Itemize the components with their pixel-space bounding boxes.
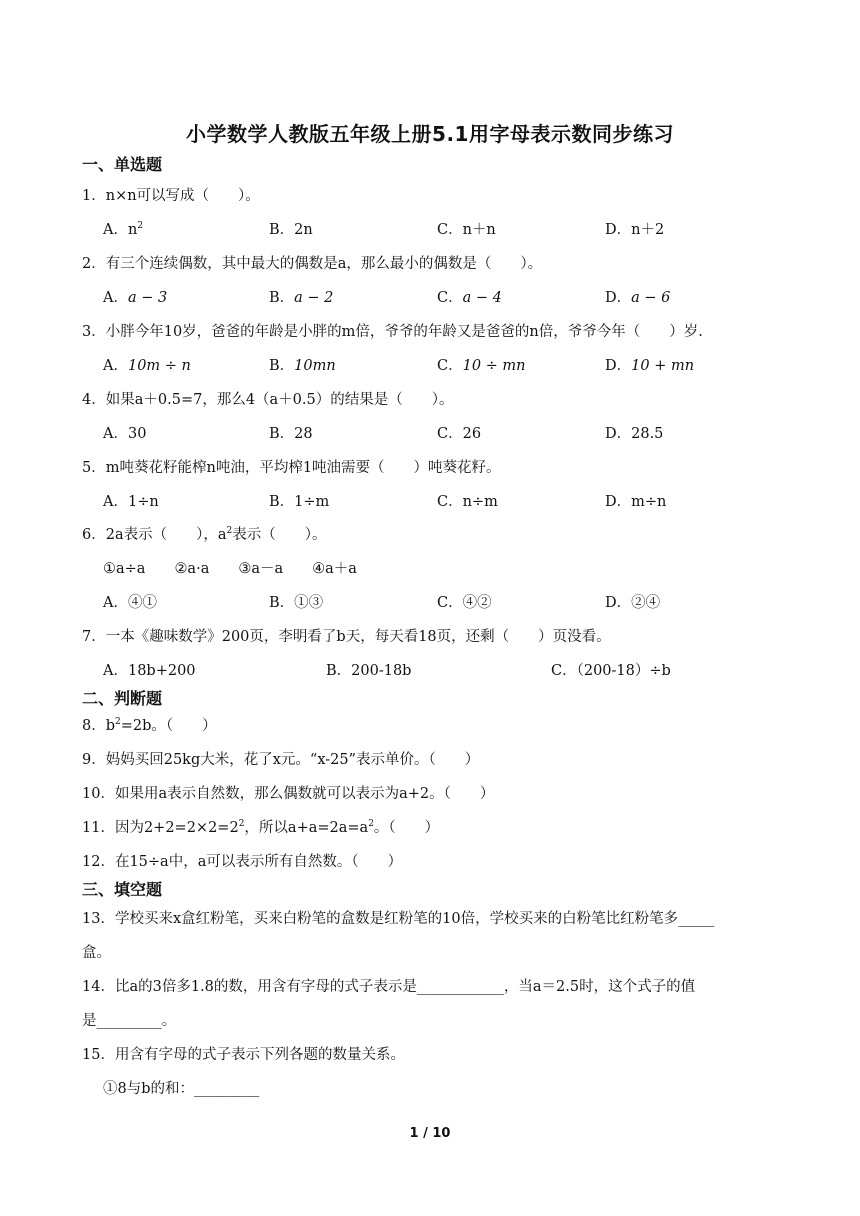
q2-option-d[interactable]: D．a − 6	[605, 290, 671, 306]
q1-option-c[interactable]: C．n＋n	[437, 222, 496, 238]
q5-option-a[interactable]: A．1÷n	[103, 494, 159, 510]
question-text: 如果a＋0.5=7，那么4（a＋0.5）的结果是（ ）。	[105, 392, 454, 408]
question-1	[82, 184, 260, 205]
question-15-line-2: ①8与b的和：_________	[103, 1081, 260, 1097]
question-5: 5．m吨葵花籽能榨n吨油，平均榨1吨油需要（ ）吨葵花籽。	[82, 460, 501, 476]
q5-option-c[interactable]: C．n÷m	[437, 494, 498, 510]
question-text: n×n可以写成（ ）。	[105, 188, 260, 204]
question-9: 9．妈妈买回25kg大米，花了x元。“x-25”表示单价。（ ）	[82, 752, 480, 768]
question-14-line-2: 是_________。	[82, 1013, 177, 1029]
q3-option-b[interactable]: B．10mn	[269, 358, 336, 374]
q4-option-d[interactable]: D．28.5	[605, 426, 664, 442]
q4-option-c[interactable]: C．26	[437, 426, 482, 442]
question-6: 6．2a表示（ ），$a^2$表示（ ）。	[82, 526, 327, 543]
q5-option-d[interactable]: D．m÷n	[605, 494, 667, 510]
page-number: 1 / 10	[409, 1126, 451, 1141]
q2-option-a[interactable]: A．a − 3	[103, 290, 168, 306]
question-2: 2．有三个连续偶数，其中最大的偶数是a，那么最小的偶数是（ ）。	[82, 256, 543, 272]
q1-option-d[interactable]: D．n＋2	[605, 222, 665, 238]
question-15-line-1: 15．用含有字母的式子表示下列各题的数量关系。	[82, 1047, 405, 1063]
question-12: 12．在15÷a中，a可以表示所有自然数。（ ）	[82, 854, 403, 870]
question-14-line-1: 14．比a的3倍多1.8的数，用含有字母的式子表示是____________，当a＝2.5时，这个式子的值	[82, 979, 696, 995]
question-text: 小胖今年10岁，爸爸的年龄是小胖的m倍，爷爷的年龄又是爸爸的n倍，爷爷今年（ ）岁.	[105, 324, 703, 340]
q7-option-a[interactable]: A．18b+200	[103, 663, 196, 679]
question-8: 8．$b^2=2b$。（ ）	[82, 717, 217, 734]
q6-option-d[interactable]: D．②④	[605, 595, 661, 611]
q3-option-d[interactable]: D．10 + mn	[605, 358, 695, 374]
question-number: 1．	[82, 188, 106, 204]
q4-option-b[interactable]: B．28	[269, 426, 313, 442]
section-heading-single-choice: 一、单选题	[82, 155, 163, 174]
question-10: 10．如果用a表示自然数，那么偶数就可以表示为a+2。（ ）	[82, 786, 495, 802]
q1-option-b[interactable]: B．2n	[269, 222, 313, 238]
question-13-line-2: 盒。	[82, 945, 111, 961]
q6-option-a[interactable]: A．④①	[103, 595, 157, 611]
question-11: 11．因为$2+2=2\times 2=2^2$，所以$a+a=2a=a^2$。（ ）	[82, 819, 440, 836]
question-text: m吨葵花籽能榨n吨油，平均榨1吨油需要（ ）吨葵花籽。	[105, 460, 501, 476]
q2-option-c[interactable]: C．a − 4	[437, 290, 502, 306]
question-4: 4．如果a＋0.5=7，那么4（a＋0.5）的结果是（ ）。	[82, 392, 454, 408]
q6-choice-list: ①a÷a ②a·a ③a－a ④a＋a	[103, 561, 357, 577]
question-text: 有三个连续偶数，其中最大的偶数是a，那么最小的偶数是（ ）。	[105, 256, 543, 272]
question-7: 7．一本《趣味数学》200页，李明看了b天，每天看18页，还剩（ ）页没看。	[82, 629, 611, 645]
section-heading-fill-in: 三、填空题	[82, 880, 163, 899]
q6-option-b[interactable]: B．①③	[269, 595, 324, 611]
q7-option-b[interactable]: B．200-18b	[326, 663, 412, 679]
page-title: 小学数学人教版五年级上册5.1用字母表示数同步练习	[186, 122, 674, 146]
question-text: 一本《趣味数学》200页，李明看了b天，每天看18页，还剩（ ）页没看。	[105, 629, 611, 645]
question-13-line-1: 13．学校买来x盒红粉笔，买来白粉笔的盒数是红粉笔的10倍，学校买来的白粉笔比红粉笔多_____	[82, 911, 715, 927]
section-heading-true-false: 二、判断题	[82, 689, 163, 708]
q3-option-c[interactable]: C．10 ÷ mn	[437, 358, 526, 374]
q4-option-a[interactable]: A．30	[103, 426, 147, 442]
q5-option-b[interactable]: B．1÷m	[269, 494, 330, 510]
q7-option-c[interactable]: C．（200-18）÷b	[551, 663, 671, 679]
q6-option-c[interactable]: C．④②	[437, 595, 492, 611]
q2-option-b[interactable]: B．a − 2	[269, 290, 334, 306]
q3-option-a[interactable]: A．10m ÷ n	[103, 358, 191, 374]
q1-option-a[interactable]: A．$n^2$	[103, 221, 144, 238]
question-3: 3．小胖今年10岁，爸爸的年龄是小胖的m倍，爷爷的年龄又是爸爸的n倍，爷爷今年（ ）岁.	[82, 324, 703, 340]
